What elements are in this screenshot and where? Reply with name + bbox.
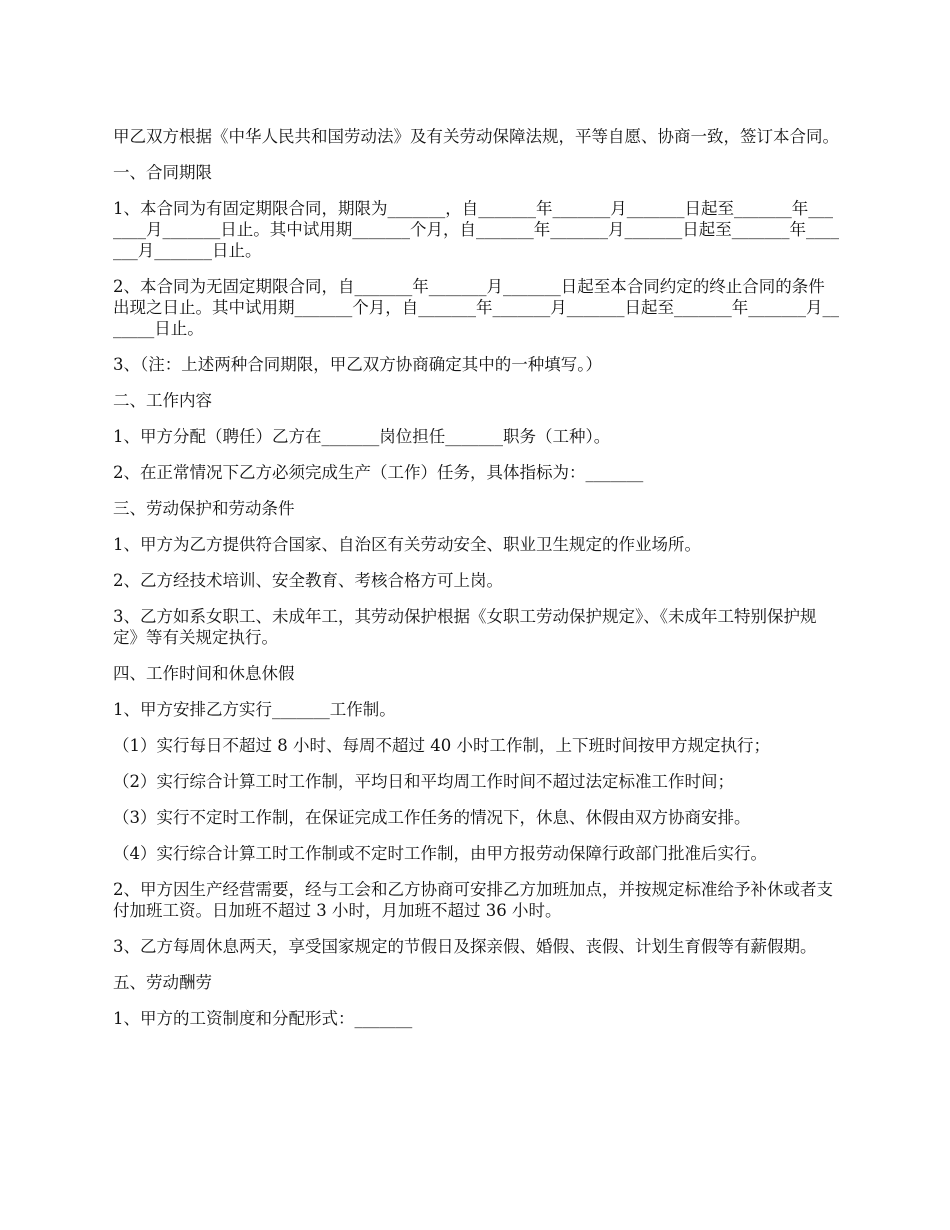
clause-work-system-option-3: （3）实行不定时工作制，在保证完成工作任务的情况下，休息、休假由双方协商安排。: [113, 808, 751, 827]
clause-term-note: 3、（注：上述两种合同期限，甲乙双方协商确定其中的一种填写。）: [113, 355, 602, 374]
contract-document: [113, 126, 841, 1044]
section-heading-remuneration: 五、劳动酬劳: [113, 973, 212, 992]
clause-special-protection: 3、乙方如系女职工、未成年工，其劳动保护根据《女职工劳动保护规定》、《未成年工特别保护规定》等有关规定执行。: [113, 607, 817, 647]
clause-targets: 2、在正常情况下乙方必须完成生产（工作）任务，具体指标为：_______: [113, 463, 644, 482]
clause-training: 2、乙方经技术培训、安全教育、考核合格方可上岗。: [113, 571, 503, 590]
clause-rest-days: 3、乙方每周休息两天，享受国家规定的节假日及探亲假、婚假、丧假、计划生育假等有薪假期。: [113, 937, 817, 956]
clause-open-term: 2、本合同为无固定期限合同，自_______年_______月_______日起至本合同约定的终止合同的条件出现之日止。其中试用期_______个月，自_______年_______月_______日起至_______年_______月_______日止。: [113, 277, 839, 338]
clause-overtime: 2、甲方因生产经营需要，经与工会和乙方协商可安排乙方加班加点，并按规定标准给予补休或者支付加班工资。日加班不超过 3 小时，月加班不超过 36 小时。: [113, 880, 833, 920]
section-heading-contract-term: 一、合同期限: [113, 163, 212, 182]
clause-work-system-option-4: （4）实行综合计算工时工作制或不定时工作制，由甲方报劳动保障行政部门批准后实行。: [113, 844, 767, 863]
clause-workplace: 1、甲方为乙方提供符合国家、自治区有关劳动安全、职业卫生规定的作业场所。: [113, 535, 701, 554]
section-heading-work-content: 二、工作内容: [113, 391, 212, 410]
section-heading-labor-protection: 三、劳动保护和劳动条件: [113, 499, 295, 518]
clause-work-system-option-2: （2）实行综合计算工时工作制，平均日和平均周工作时间不超过法定标准工作时间；: [113, 772, 734, 791]
clause-fixed-term: 1、本合同为有固定期限合同，期限为_______，自_______年_______月_______日起至_______年_______月_______日止。其中试用期_______个月，自_______年_______月_______日起至_______年_______月_______日止。: [113, 199, 839, 260]
clause-position: 1、甲方分配（聘任）乙方在_______岗位担任_______职务（工种）。: [113, 427, 611, 446]
clause-work-system: 1、甲方安排乙方实行_______工作制。: [113, 700, 396, 719]
clause-wage-system: 1、甲方的工资制度和分配形式：_______: [113, 1009, 413, 1028]
intro-paragraph: 甲乙双方根据《中华人民共和国劳动法》及有关劳动保障法规，平等自愿、协商一致，签订本合同。: [113, 127, 839, 146]
clause-work-system-option-1: （1）实行每日不超过 8 小时、每周不超过 40 小时工作制，上下班时间按甲方规定执行；: [113, 736, 770, 755]
section-heading-working-hours: 四、工作时间和休息休假: [113, 664, 295, 683]
